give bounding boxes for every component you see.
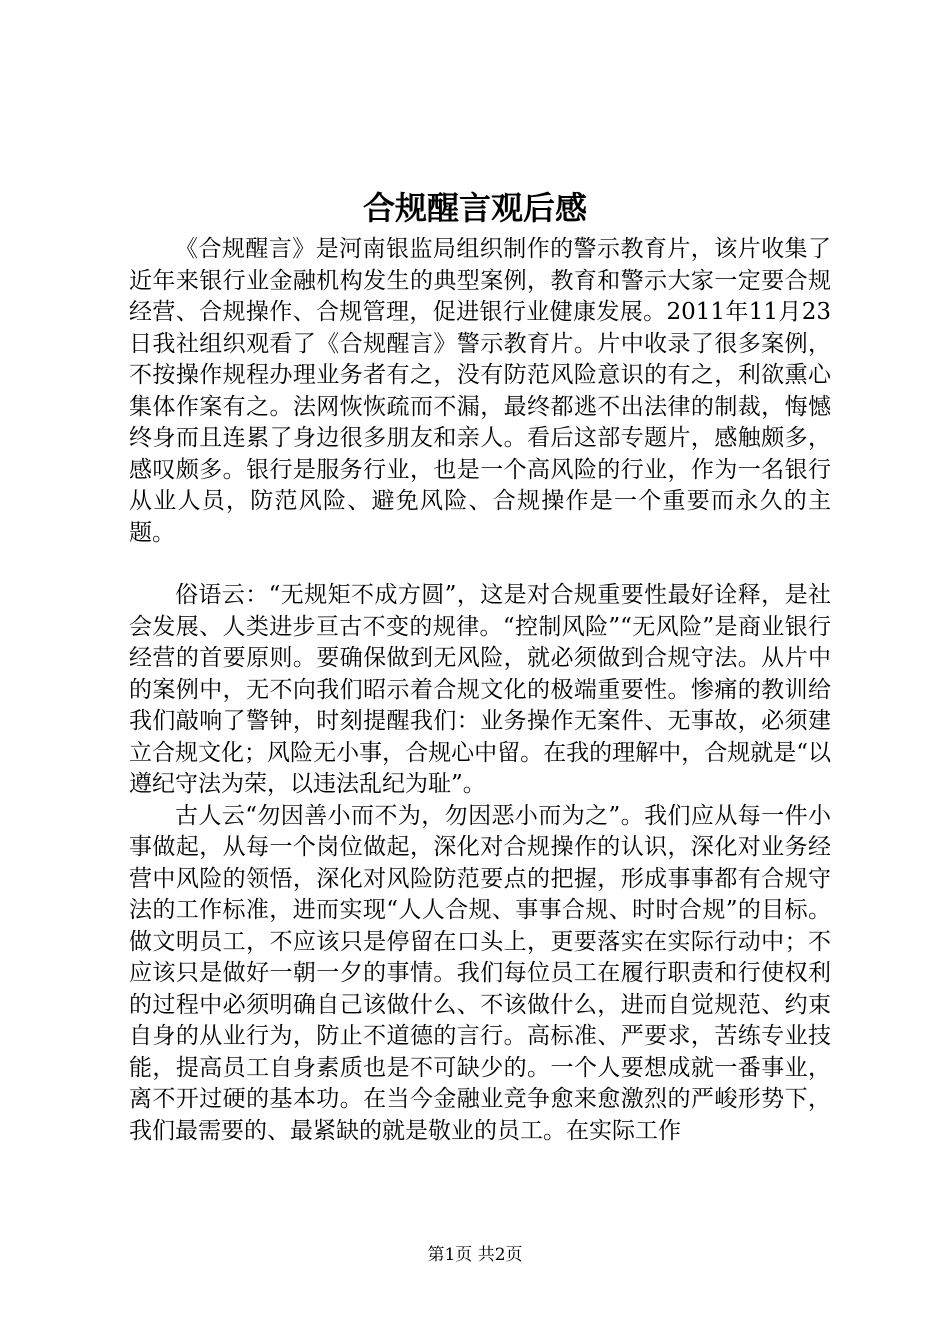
page-number-footer: 第1页 共2页 — [427, 1245, 523, 1265]
paragraph-2: 俗语云：“无规矩不成方圆”，这是对合规重要性最好诠释，是社会发展、人类进步亘古不变的规律。“控制风险”“无风险”是商业银行经营的首要原则。要确保做到无风险，就必须做到合规守法。从片中的案例中，无不向我们昭示着合规文化的极端重要性。惨痛的教训给我们敲响了警钟，时刻提醒我们：业务操作无案件、无事故，必须建立合规文化；风险无小事，合规心中留。在我的理解中，合规就是“以遵纪守法为荣，以违法乱纪为耻”。 — [129, 582, 831, 797]
document-title: 合规醒言观后感 — [362, 189, 587, 227]
paragraph-3: 古人云“勿因善小而不为，勿因恶小而为之”。我们应从每一件小事做起，从每一个岗位做起，深化对合规操作的认识，深化对业务经营中风险的领悟，深化对风险防范要点的把握，形成事事都有合规守法的工作标准，进而实现“人人合规、事事合规、时时合规”的目标。做文明员工，不应该只是停留在口头上，更要落实在实际行动中；不应该只是做好一朝一夕的事情。我们每位员工在履行职责和行使权利的过程中必须明确自己该做什么、不该做什么，进而自觉规范、约束自身的从业行为，防止不道德的言行。高标准、严要求，苦练专业技能，提高员工自身素质也是不可缺少的。一个人要想成就一番事业，离不开过硬的基本功。在当今金融业竞争愈来愈激烈的严峻形势下，我们最需要的、最紧缺的就是敬业的员工。在实际工作 — [129, 802, 831, 1144]
document-body — [129, 234, 831, 1147]
paragraph-1: 《合规醒言》是河南银监局组织制作的警示教育片，该片收集了近年来银行业金融机构发生的典型案例，教育和警示大家一定要合规经营、合规操作、合规管理，促进银行业健康发展。2011年11月23日我社组织观看了《合规醒言》警示教育片。片中收录了很多案例，不按操作规程办理业务者有之，没有防范风险意识的有之，利欲熏心集体作案有之。法网恢恢疏而不漏，最终都逃不出法律的制裁，悔憾终身而且连累了身边很多朋友和亲人。看后这部专题片，感触颇多，感叹颇多。银行是服务行业，也是一个高风险的行业，作为一名银行从业人员，防范风险、避免风险、合规操作是一个重要而永久的主题。 — [129, 236, 831, 546]
